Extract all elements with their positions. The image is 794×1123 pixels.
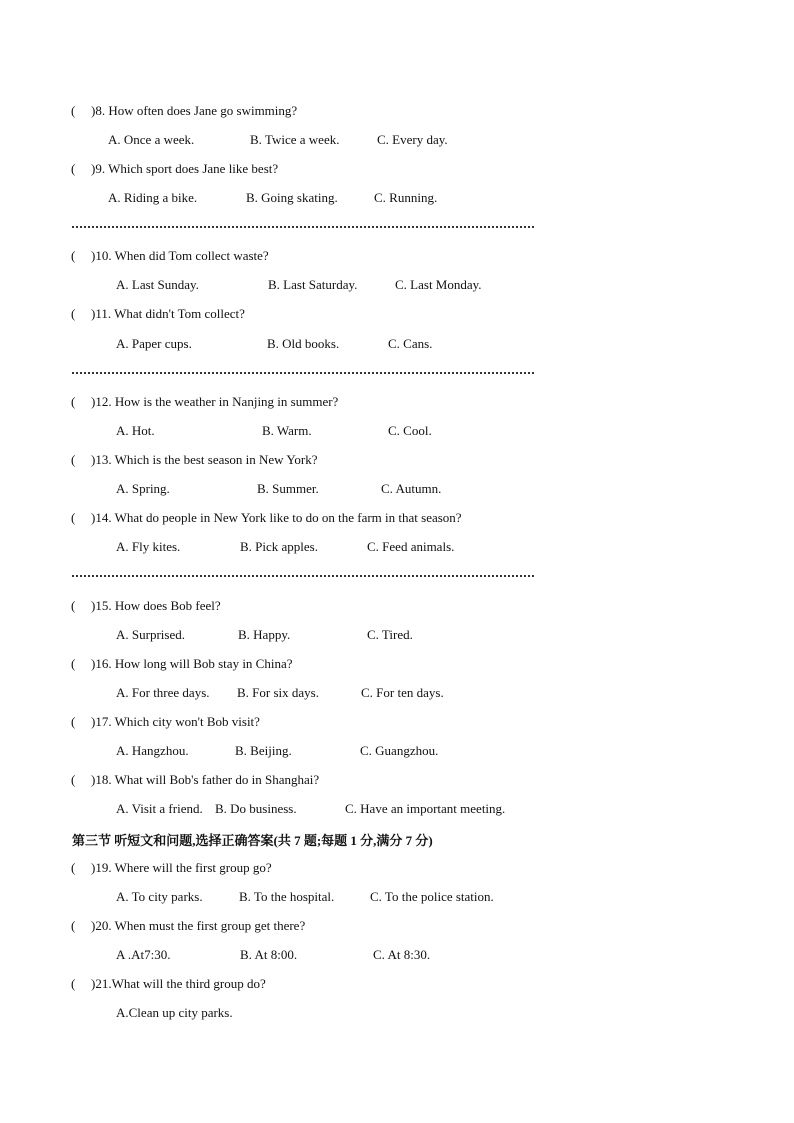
question-text: 16. How long will Bob stay in China?	[95, 656, 293, 671]
answer-blank-open: (	[71, 860, 76, 875]
question-16	[71, 656, 293, 672]
option-c: C. Have an important meeting.	[345, 801, 506, 816]
answer-blank-open: (	[71, 656, 76, 671]
question-10-options	[0, 277, 794, 297]
question-text: 13. Which is the best season in New York?	[95, 452, 318, 467]
question-12-options	[0, 423, 794, 443]
question-21-options	[0, 1005, 794, 1025]
question-text: 15. How does Bob feel?	[95, 598, 221, 613]
question-text: 18. What will Bob's father do in Shanghai?	[95, 772, 320, 787]
option-c: C. Every day.	[377, 132, 448, 147]
dotted-separator	[72, 226, 534, 228]
question-13-options	[0, 481, 794, 501]
option-c: C. At 8:30.	[373, 947, 431, 962]
answer-blank-close: )	[91, 918, 96, 933]
option-c: C. To the police station.	[370, 889, 494, 904]
question-14	[71, 510, 462, 526]
option-c: C. Guangzhou.	[360, 743, 439, 758]
option-a: A. Last Sunday.	[116, 277, 199, 292]
question-8	[71, 103, 297, 119]
answer-blank-close: )	[91, 598, 96, 613]
question-17	[71, 714, 260, 730]
option-a: A. Hot.	[116, 423, 155, 438]
answer-blank-open: (	[71, 510, 76, 525]
question-text: 19. Where will the first group go?	[95, 860, 272, 875]
option-c: C. Autumn.	[381, 481, 442, 496]
question-20	[71, 918, 305, 934]
answer-blank-close: )	[91, 976, 96, 991]
option-c: C. Running.	[374, 190, 438, 205]
option-b: B. Happy.	[238, 627, 291, 642]
question-9-options	[0, 190, 794, 210]
question-12	[71, 394, 338, 410]
question-text: 8. How often does Jane go swimming?	[95, 103, 298, 118]
answer-blank-close: )	[91, 860, 96, 875]
question-20-options	[0, 947, 794, 967]
answer-blank-close: )	[91, 161, 96, 176]
answer-blank-open: (	[71, 918, 76, 933]
question-13	[71, 452, 318, 468]
option-b: B. Last Saturday.	[268, 277, 358, 292]
option-a: A. Paper cups.	[116, 336, 192, 351]
option-c: C. Tired.	[367, 627, 413, 642]
answer-blank-close: )	[91, 772, 96, 787]
answer-blank-open: (	[71, 772, 76, 787]
answer-blank-open: (	[71, 714, 76, 729]
option-a: A. Spring.	[116, 481, 170, 496]
option-a: A. To city parks.	[116, 889, 203, 904]
answer-blank-open: (	[71, 452, 76, 467]
answer-blank-close: )	[91, 394, 96, 409]
question-text: 17. Which city won't Bob visit?	[95, 714, 260, 729]
answer-blank-close: )	[91, 452, 96, 467]
answer-blank-close: )	[91, 510, 96, 525]
option-b: B. Going skating.	[246, 190, 338, 205]
question-text: 14. What do people in New York like to do on the farm in that season?	[95, 510, 462, 525]
option-a: A. Fly kites.	[116, 539, 181, 554]
option-a: A. Once a week.	[108, 132, 195, 147]
option-b: B. Summer.	[257, 481, 319, 496]
question-text: 9. Which sport does Jane like best?	[95, 161, 279, 176]
option-c: C. For ten days.	[361, 685, 444, 700]
question-19	[71, 860, 272, 876]
option-c: C. Cans.	[388, 336, 433, 351]
answer-blank-open: (	[71, 976, 76, 991]
question-11	[71, 306, 245, 322]
option-b: B. For six days.	[237, 685, 319, 700]
option-c: C. Last Monday.	[395, 277, 482, 292]
option-a: A. Hangzhou.	[116, 743, 189, 758]
option-b: B. Warm.	[262, 423, 312, 438]
option-a: A. Riding a bike.	[108, 190, 198, 205]
question-15-options	[0, 627, 794, 647]
question-10	[71, 248, 269, 264]
question-16-options	[0, 685, 794, 705]
answer-blank-close: )	[91, 306, 96, 321]
option-b: B. Old books.	[267, 336, 340, 351]
answer-blank-close: )	[91, 656, 96, 671]
question-8-options	[0, 132, 794, 152]
question-text: 11. What didn't Tom collect?	[95, 306, 245, 321]
question-9	[71, 161, 278, 177]
answer-blank-open: (	[71, 248, 76, 263]
option-a: A. Visit a friend.	[116, 801, 203, 816]
option-b: B. Beijing.	[235, 743, 292, 758]
option-a: A.Clean up city parks.	[116, 1005, 233, 1020]
question-14-options	[0, 539, 794, 559]
question-11-options	[0, 336, 794, 356]
question-text: 12. How is the weather in Nanjing in summer?	[95, 394, 339, 409]
question-19-options	[0, 889, 794, 909]
option-c: C. Feed animals.	[367, 539, 455, 554]
option-a: A. For three days.	[116, 685, 210, 700]
option-c: C. Cool.	[388, 423, 432, 438]
option-b: B. Twice a week.	[250, 132, 340, 147]
question-text: 20. When must the first group get there?	[95, 918, 306, 933]
question-text: 21.What will the third group do?	[95, 976, 266, 991]
answer-blank-close: )	[91, 103, 96, 118]
dotted-separator	[72, 372, 534, 374]
dotted-separator	[72, 575, 534, 577]
section-heading: 第三节 听短文和问题,选择正确答案(共 7 题;每题 1 分,满分 7 分)	[72, 833, 433, 848]
option-b: B. To the hospital.	[239, 889, 335, 904]
answer-blank-close: )	[91, 714, 96, 729]
answer-blank-open: (	[71, 161, 76, 176]
answer-blank-open: (	[71, 103, 76, 118]
answer-blank-close: )	[91, 248, 96, 263]
question-18-options	[0, 801, 794, 821]
option-b: B. At 8:00.	[240, 947, 298, 962]
answer-blank-open: (	[71, 394, 76, 409]
question-21	[71, 976, 266, 992]
answer-blank-open: (	[71, 306, 76, 321]
question-17-options	[0, 743, 794, 763]
option-b: B. Do business.	[215, 801, 297, 816]
option-b: B. Pick apples.	[240, 539, 318, 554]
answer-blank-open: (	[71, 598, 76, 613]
option-a: A .At7:30.	[116, 947, 171, 962]
question-text: 10. When did Tom collect waste?	[95, 248, 269, 263]
question-15	[71, 598, 221, 614]
option-a: A. Surprised.	[116, 627, 185, 642]
question-18	[71, 772, 319, 788]
